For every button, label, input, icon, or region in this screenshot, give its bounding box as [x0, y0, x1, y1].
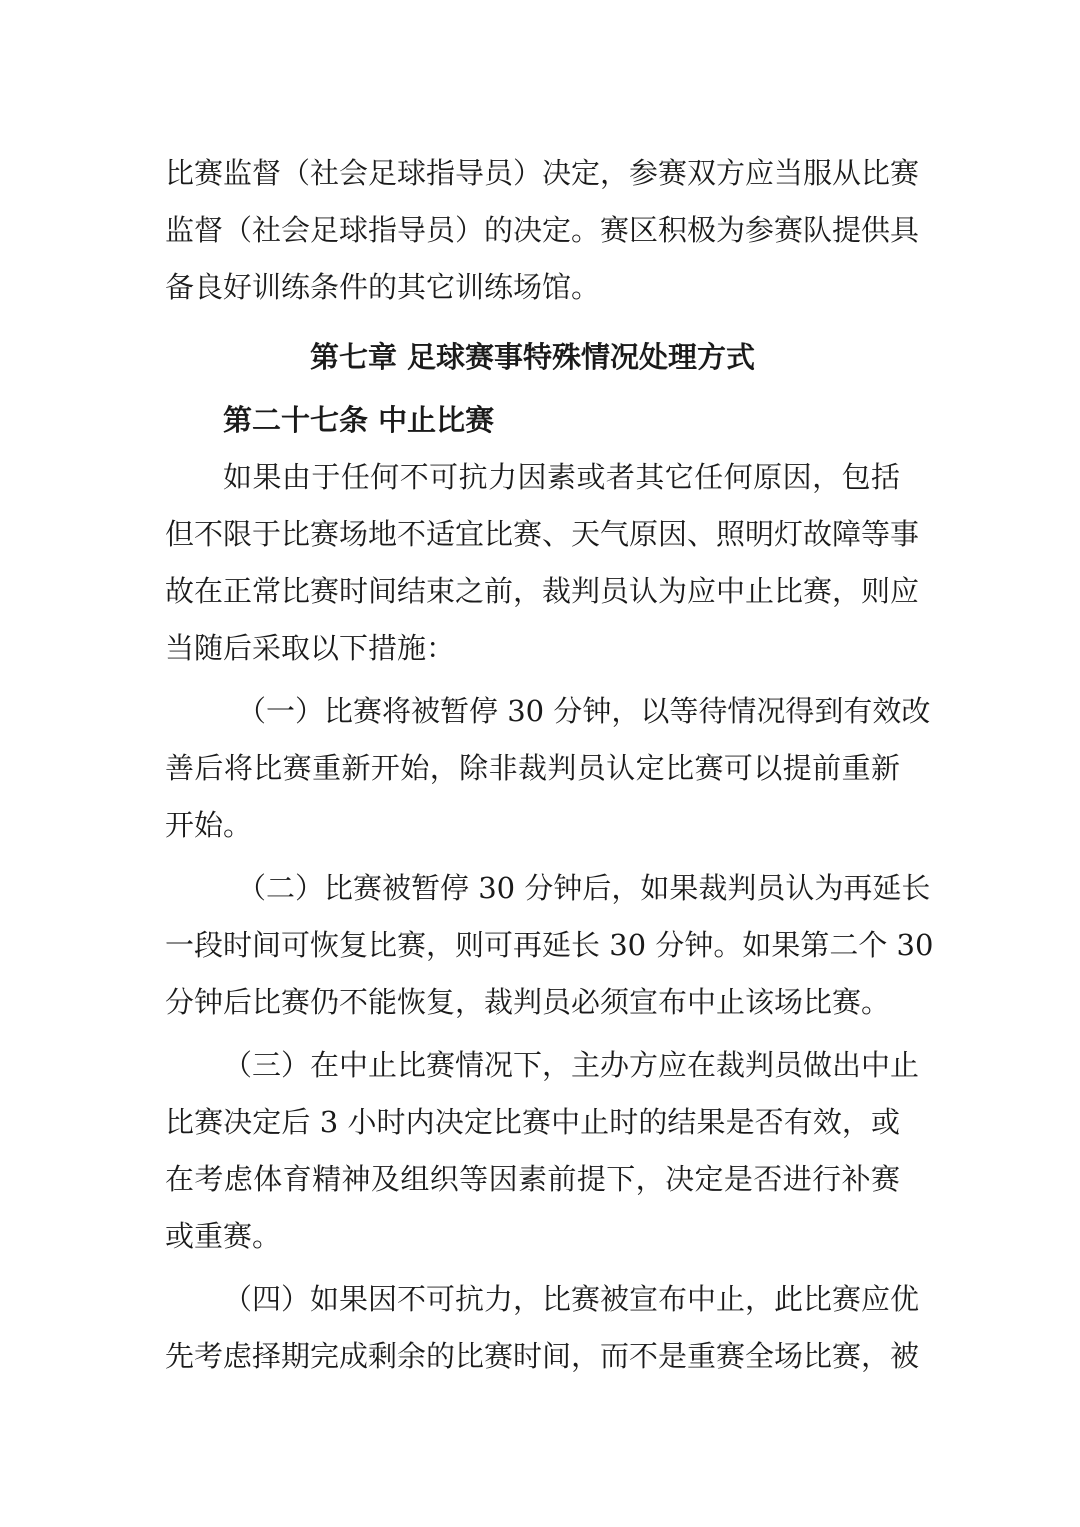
text-line: 在考虑体育精神及组织等因素前提下，决定是否进行补赛	[165, 1162, 900, 1196]
text-line: 但不限于比赛场地不适宜比赛、天气原因、照明灯故障等事	[165, 517, 920, 551]
text-line: 比赛监督（社会足球指导员）决定，参赛双方应当服从比赛	[165, 156, 920, 190]
text-line: 开始。	[165, 808, 253, 842]
chapter-title: 第七章 足球赛事特殊情况处理方式	[309, 340, 756, 374]
text-line: （二）比赛被暂停 30 分钟后，如果裁判员认为再延长	[237, 871, 931, 905]
text-line: 先考虑择期完成剩余的比赛时间，而不是重赛全场比赛，被	[165, 1339, 920, 1373]
text-line: 善后将比赛重新开始，除非裁判员认定比赛可以提前重新	[165, 751, 900, 785]
text-line: 一段时间可恢复比赛，则可再延长 30 分钟。如果第二个 30	[165, 928, 934, 962]
item-1-paragraph	[165, 683, 931, 854]
text-line: 当随后采取以下措施：	[165, 631, 456, 665]
intro-paragraph	[165, 145, 920, 316]
article-intro-paragraph	[165, 449, 920, 677]
text-line: 监督（社会足球指导员）的决定。赛区积极为参赛队提供具	[165, 213, 920, 247]
text-line: 备良好训练条件的其它训练场馆。	[165, 270, 601, 304]
text-line: （四）如果因不可抗力，比赛被宣布中止，此比赛应优	[223, 1282, 920, 1316]
item-3-paragraph	[165, 1037, 920, 1265]
item-4-paragraph	[165, 1271, 920, 1385]
text-line: 分钟后比赛仍不能恢复，裁判员必须宣布中止该场比赛。	[165, 985, 891, 1019]
text-line: 或重赛。	[165, 1219, 282, 1253]
item-2-paragraph	[165, 860, 934, 1031]
text-line: 比赛决定后 3 小时内决定比赛中止时的结果是否有效，或	[165, 1105, 900, 1139]
article-title: 第二十七条 中止比赛	[223, 403, 495, 437]
text-line: 如果由于任何不可抗力因素或者其它任何原因，包括	[223, 460, 900, 494]
text-line: （一）比赛将被暂停 30 分钟，以等待情况得到有效改	[237, 694, 931, 728]
text-line: 故在正常比赛时间结束之前，裁判员认为应中止比赛，则应	[165, 574, 920, 608]
document-body	[165, 145, 934, 1385]
text-line: （三）在中止比赛情况下，主办方应在裁判员做出中止	[223, 1048, 920, 1082]
